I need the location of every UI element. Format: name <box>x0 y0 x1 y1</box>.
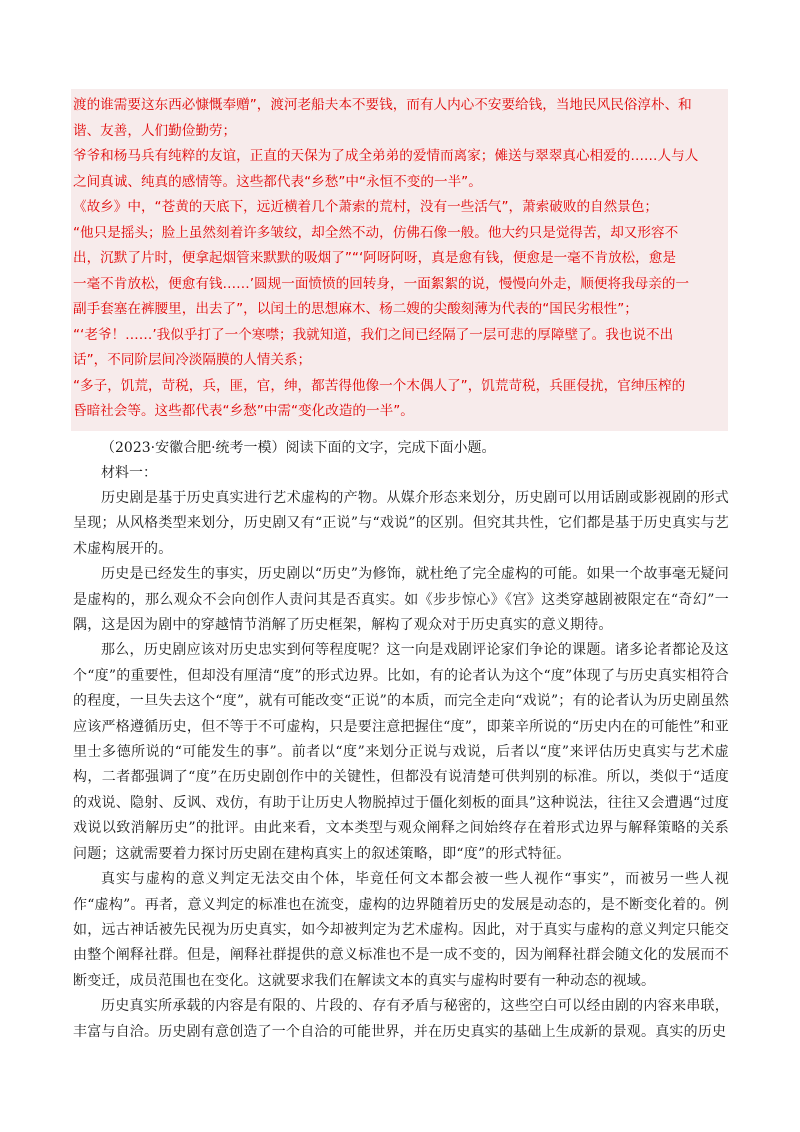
article-paragraph: 历史真实所承载的内容是有限的、片段的、存有矛盾与秘密的，这些空白可以经由剧的内容来串联，丰富与自洽。历史剧有意创造了一个自洽的可能世界，并在历史真实的基础上生成新的景观。真实的历史 <box>73 998 729 1040</box>
answer-box <box>71 89 728 431</box>
answer-line: “‘老爷！……’我似乎打了一个寒噤；我就知道，我们之间已经隔了一层可悲的厚障壁了。我也说不出 <box>73 326 674 343</box>
answer-line: 一毫不肯放松，便愈有钱……’圆规一面愤愤的回转身，一面絮絮的说，慢慢向外走，顺便将我母亲的一 <box>73 275 690 292</box>
answer-line: 昏暗社会等。这些都代表“乡愁”中需“变化改造的一半”。 <box>73 403 414 419</box>
answer-line: 《故乡》中，“苍黄的天底下，远近横着几个萧索的荒村，没有一些活气”，萧索破败的自然景色； <box>73 199 659 215</box>
article-paragraph: 那么，历史剧应该对历史忠实到何等程度呢？这一向是戏剧评论家们争论的课题。诸多论者都论及这个“度”的重要性，但却没有厘清“度”的形式边界。比如，有的论者认为这个“度”体现了与历史真实相符合的程度，一旦失去这个“度”，就有可能改变“正说”的本质，而完全走向“戏说”；有的论者认为历史剧虽然应该严格遵循历史，但不等于不可虚构，只是要注意把握住“度”，即莱辛所说的“历史内在的可能性”和亚里士多德所说的“可能发生的事”。前者以“度”来划分正说与戏说，后者以“度”来评估历史真实与艺术虚构，二者都强调了“度”在历史剧创作中的关键性，但都没有说清楚可供判别的标准。所以，类似于“适度的戏说、隐射、反讽、戏仿，有助于让历史人物脱掉过于僵化刻板的面具”这种说法，往往又会遭遇“过度戏说以致消解历史”的批评。由此来看，文本类型与观众阐释之间始终存在着形式边界与解释策略的关系问题；这就需要着力探讨历史剧在建构真实上的叙述策略，即“度”的形式特征。 <box>73 642 729 862</box>
answer-line: “多子，饥荒，苛税，兵，匪，官，绅，都苦得他像一个木偶人了”，饥荒苛税，兵匪侵扰，官绅压榨的 <box>73 377 686 394</box>
answer-line: 爷爷和杨马兵有纯粹的友谊，正直的天保为了成全弟弟的爱情而离家；傩送与翠翠真心相爱的……人与人 <box>73 148 699 164</box>
answer-line: 话”，不同阶层间冷淡隔膜的人情关系； <box>73 352 312 368</box>
reading-article <box>73 436 729 1045</box>
answer-line: 谐、友善，人们勤俭勤劳； <box>73 122 237 139</box>
article-paragraph: 历史剧是基于历史真实进行艺术虚构的产物。从媒介形态来划分，历史剧可以用话剧或影视剧的形式呈现；从风格类型来划分，历史剧又有“正说”与“戏说”的区别。但究其共性，它们都是基于历史真实与艺术虚构展开的。 <box>73 490 729 557</box>
answer-line: “他只是摇头；脸上虽然刻着许多皱纹，却全然不动，仿佛石像一般。他大约只是觉得苦，却又形容不 <box>73 224 679 241</box>
article-paragraph: 历史是已经发生的事实，历史剧以“历史”为修饰，就杜绝了完全虚构的可能。如果一个故事毫无疑问是虚构的，那么观众不会向创作人责问其是否真实。如《步步惊心》《宫》这类穿越剧被限定在“奇幻”一隅，这是因为剧中的穿越情节消解了历史框架，解构了观众对于历史真实的意义期待。 <box>73 566 729 634</box>
answer-line: 副手套塞在裤腰里，出去了”，以闰土的思想麻木、杨二嫂的尖酸刻薄为代表的“国民劣根性”； <box>73 301 638 317</box>
article-paragraph: 真实与虚构的意义判定无法交由个体，毕竟任何文本都会被一些人视作“事实”，而被另一些人视作“虚构”。再者，意义判定的标准也在流变，虚构的边界随着历史的发展是动态的，是不断变化着的。例如，远古神话被先民视为历史真实，如今却被判定为艺术虚构。因此，对于真实与虚构的意义判定只能交由整个阐释社群。但是，阐释社群提供的意义标准也不是一成不变的，因为阐释社群会随文化的发展而不断变迁，成员范围也在变化。这就要求我们在解读文本的真实与虚构时要有一种动态的视域。 <box>73 871 729 989</box>
answer-line: 渡的谁需要这东西必慷慨奉赠”，渡河老船夫本不要钱，而有人内心不安要给钱，当地民风民俗淳朴、和 <box>73 97 692 113</box>
question-source: （2023·安徽合肥·统考一模）阅读下面的文字，完成下面小题。 <box>101 440 496 456</box>
material-title: 材料一： <box>101 465 157 481</box>
answer-line: 之间真诚、纯真的感情等。这些都代表“乡愁”中“永恒不变的一半”。 <box>73 173 482 190</box>
answer-line: 出，沉默了片时，便拿起烟管来默默的吸烟了”“‘阿呀阿呀，真是愈有钱，便愈是一毫不肯放松，愈是 <box>73 250 676 266</box>
